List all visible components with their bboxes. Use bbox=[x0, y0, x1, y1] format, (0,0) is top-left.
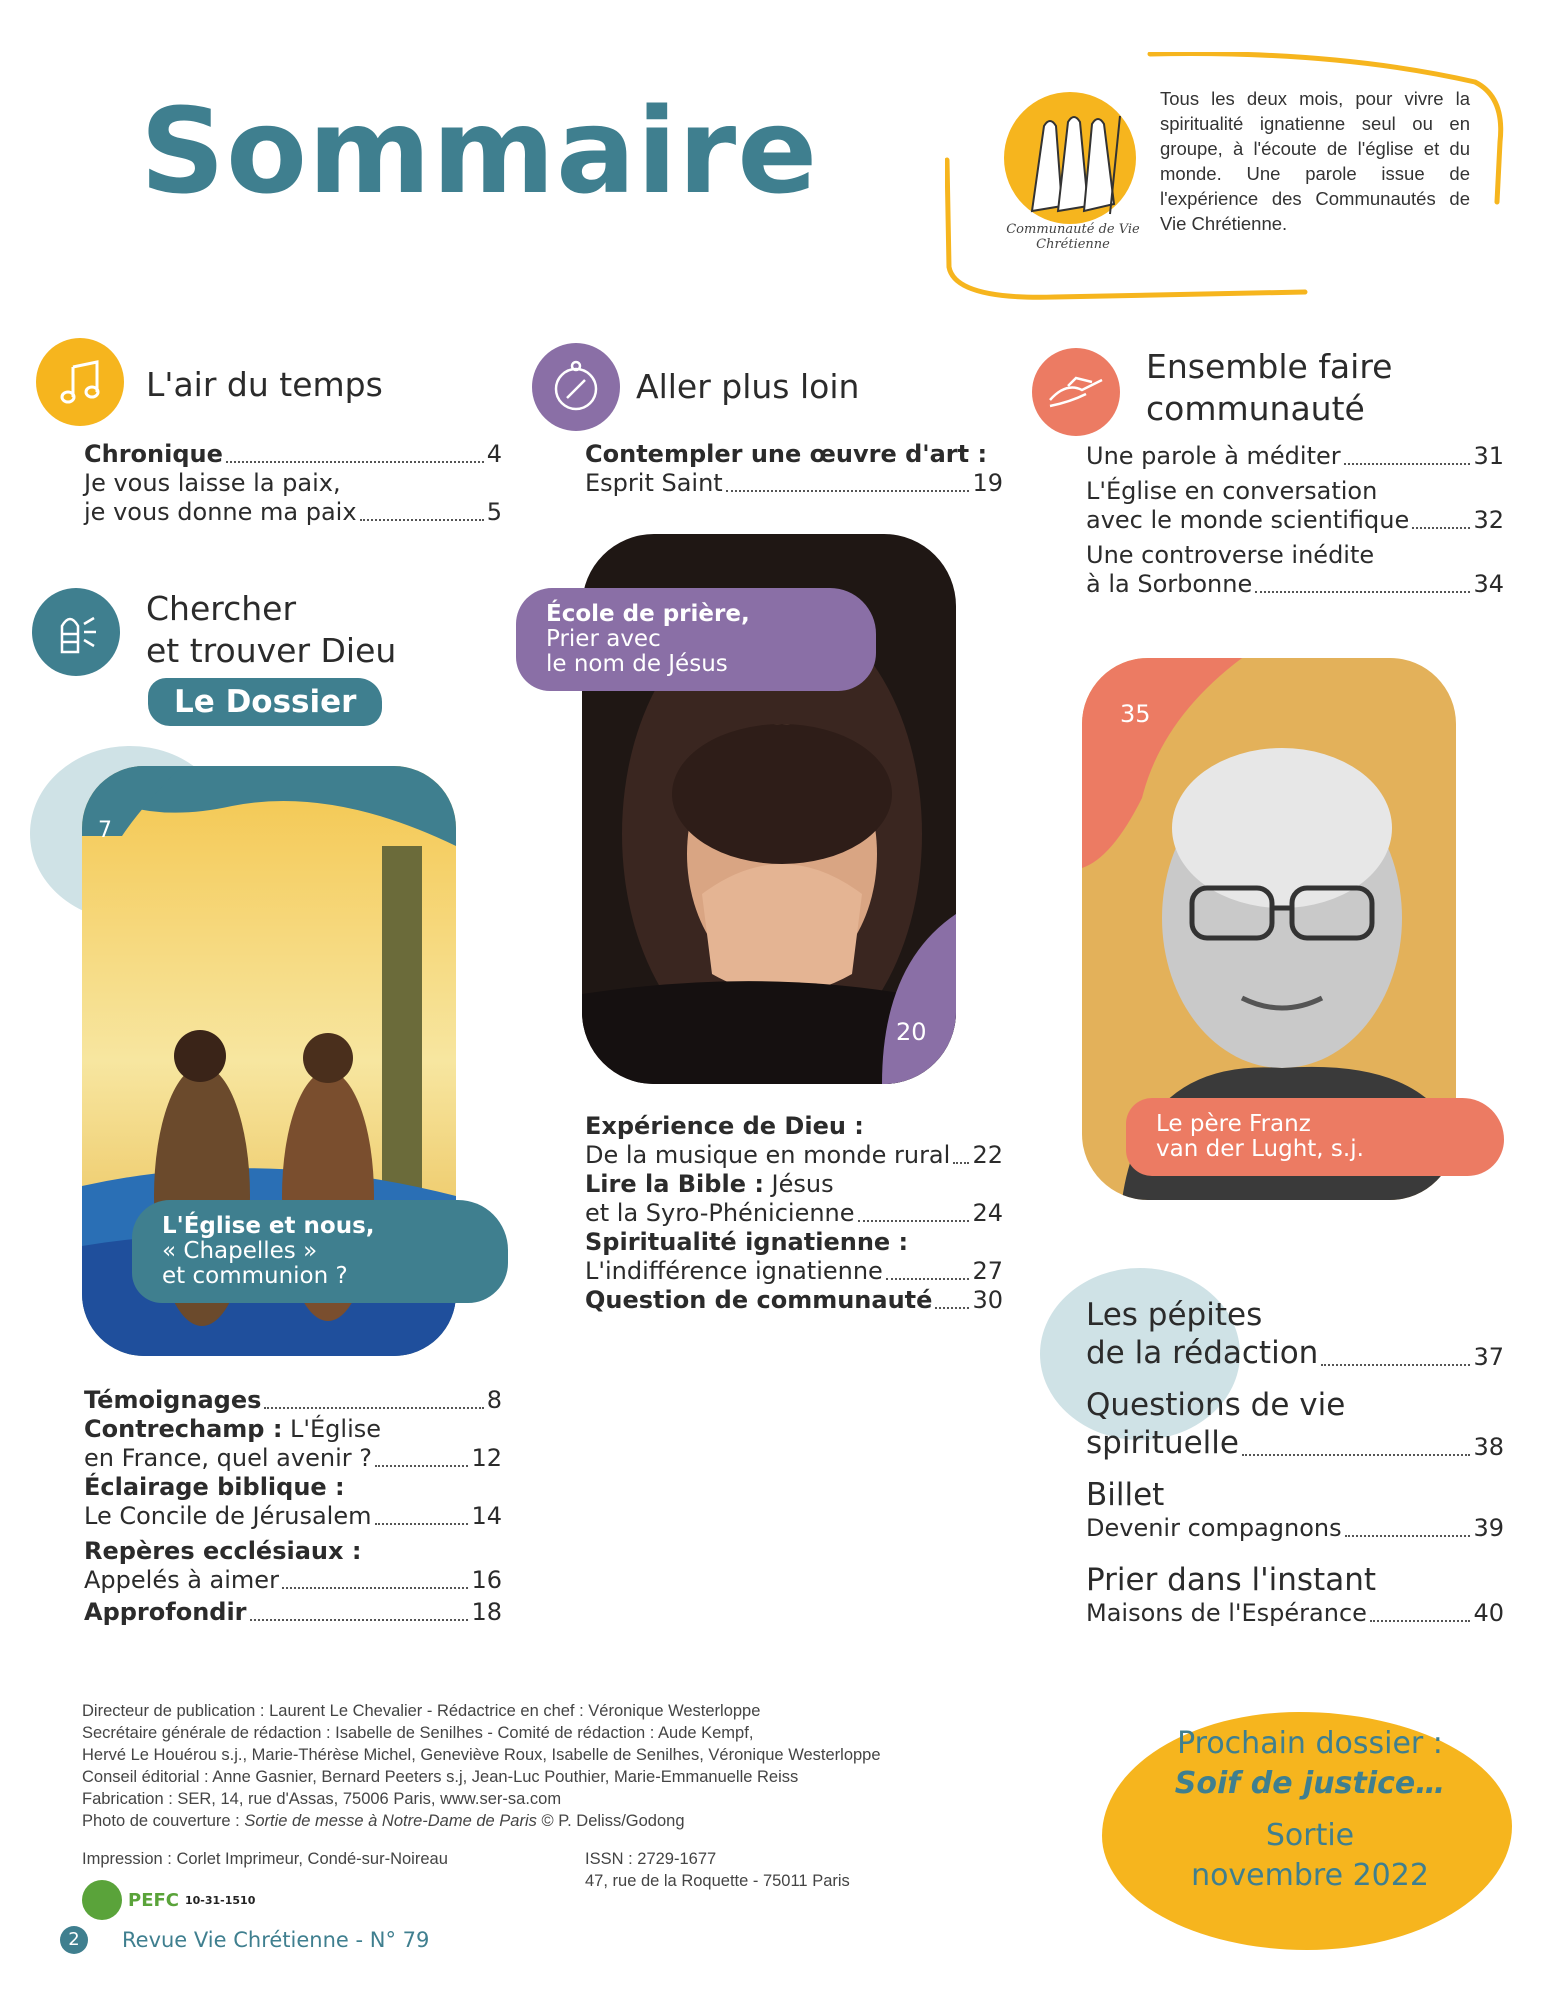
issn-line: ISSN : 2729-1677 bbox=[585, 1850, 717, 1868]
toc-entry-line: Billet bbox=[1086, 1477, 1165, 1513]
toc-entry[interactable] bbox=[84, 1444, 502, 1473]
credits-text: Photo de couverture : bbox=[82, 1812, 245, 1830]
credits-line bbox=[82, 1810, 1062, 1832]
address-line: 47, rue de la Roquette - 75011 Paris bbox=[585, 1872, 850, 1890]
card-caption-line: Le père Franz bbox=[1156, 1111, 1311, 1137]
toc-page-number: 18 bbox=[471, 1598, 502, 1626]
toc-entry-text: avec le monde scientifique bbox=[1086, 506, 1410, 534]
toc-entry-text: L'indifférence ignatienne bbox=[585, 1257, 883, 1285]
toc-entry-label: Lire la Bible : bbox=[585, 1170, 764, 1198]
toc-entry[interactable] bbox=[1086, 1514, 1504, 1543]
toc-entry[interactable] bbox=[585, 1199, 1003, 1228]
toc-entry[interactable] bbox=[1086, 570, 1504, 599]
toc-entry-label: Contrechamp : bbox=[84, 1415, 283, 1443]
card-page-number: 35 bbox=[1120, 700, 1151, 728]
toc-entry-label: Repères ecclésiaux : bbox=[84, 1537, 362, 1565]
compass-icon bbox=[532, 343, 620, 431]
next-issue-date-label: Sortie bbox=[1265, 1818, 1355, 1853]
toc-entry[interactable] bbox=[84, 1566, 502, 1595]
toc-entry-text: à la Sorbonne bbox=[1086, 570, 1253, 598]
toc-entry-label: Éclairage biblique : bbox=[84, 1473, 345, 1501]
card-caption-line: le nom de Jésus bbox=[546, 651, 728, 677]
pefc-label: PEFC bbox=[128, 1889, 179, 1911]
card-caption-line: « Chapelles » bbox=[162, 1238, 318, 1264]
toc-entry-line bbox=[585, 1112, 1003, 1141]
toc-entry-label: Expérience de Dieu : bbox=[585, 1112, 864, 1140]
toc-page-number: 16 bbox=[471, 1566, 502, 1594]
footer-title: Revue Vie Chrétienne - N° 79 bbox=[122, 1928, 430, 1952]
intro-text: Tous les deux mois, pour vivre la spiritualité ignatienne seul ou en groupe, à l'écoute de l'église et du monde. Une parole issue de l'expérience des Communautés de Vie Chrétienne. bbox=[1160, 88, 1470, 234]
handshake-icon bbox=[1032, 348, 1120, 436]
music-note-icon bbox=[36, 338, 124, 426]
toc-entry[interactable] bbox=[84, 1386, 502, 1415]
toc-page-number: 4 bbox=[486, 440, 502, 468]
credits-line: Conseil éditorial : Anne Gasnier, Bernard Peeters s.j, Jean-Luc Pouthier, Marie-Emmanuelle Reiss bbox=[82, 1768, 799, 1786]
page-number-badge: 2 bbox=[60, 1926, 88, 1954]
toc-page-number: 22 bbox=[972, 1141, 1003, 1169]
toc-entry[interactable] bbox=[84, 1598, 502, 1627]
toc-page-number: 12 bbox=[471, 1444, 502, 1472]
dossier-badge[interactable]: Le Dossier bbox=[148, 678, 382, 726]
toc-entry-label: Approfondir bbox=[84, 1598, 247, 1626]
toc-entry-text: de la rédaction bbox=[1086, 1335, 1319, 1371]
toc-page-number: 14 bbox=[471, 1502, 502, 1530]
toc-entry[interactable] bbox=[1086, 1599, 1504, 1628]
card-caption-title: École de prière, bbox=[546, 601, 750, 627]
toc-entry-line bbox=[84, 1473, 502, 1502]
toc-page-number: 39 bbox=[1473, 1514, 1504, 1542]
toc-entry-label: Spiritualité ignatienne : bbox=[585, 1228, 909, 1256]
toc-entry-line: Une controverse inédite bbox=[1086, 541, 1375, 569]
toc-page-number: 24 bbox=[972, 1199, 1003, 1227]
section-title-air-du-temps: L'air du temps bbox=[146, 365, 383, 404]
pefc-code: 10-31-1510 bbox=[185, 1893, 256, 1907]
next-issue-theme: Soif de justice… bbox=[1174, 1766, 1446, 1801]
toc-entry-label: je vous donne ma paix bbox=[84, 498, 357, 526]
toc-entry-text: L'Église bbox=[282, 1415, 382, 1443]
pefc-tree-icon bbox=[82, 1880, 122, 1920]
toc-entry-label: Témoignages bbox=[84, 1386, 262, 1414]
toc-entry-line: Je vous laisse la paix, bbox=[84, 469, 341, 497]
card-caption[interactable] bbox=[516, 588, 876, 691]
toc-entry[interactable] bbox=[585, 1257, 1003, 1286]
toc-entry[interactable] bbox=[585, 1286, 1003, 1315]
credits-text: © P. Deliss/Godong bbox=[536, 1812, 685, 1830]
toc-entry[interactable] bbox=[1086, 1334, 1504, 1372]
toc-entry[interactable] bbox=[84, 1502, 502, 1531]
toc-entry-text: Jésus bbox=[763, 1170, 834, 1198]
toc-entry[interactable] bbox=[1086, 506, 1504, 535]
card-caption-line: Prier avec bbox=[546, 626, 661, 652]
toc-entry[interactable] bbox=[1086, 442, 1504, 471]
card-caption-line: van der Lught, s.j. bbox=[1156, 1136, 1364, 1162]
toc-page-number: 31 bbox=[1473, 442, 1504, 470]
section-title-line: communauté bbox=[1146, 389, 1365, 428]
toc-entry[interactable] bbox=[585, 469, 1003, 498]
toc-block-aller-2 bbox=[585, 1112, 1003, 1315]
toc-entry-text: Devenir compagnons bbox=[1086, 1514, 1342, 1542]
credits-block bbox=[82, 1700, 1062, 1832]
toc-entry-text: Appelés à aimer bbox=[84, 1566, 279, 1594]
card-page-number: 20 bbox=[896, 1018, 927, 1046]
toc-page-number: 27 bbox=[972, 1257, 1003, 1285]
lantern-icon bbox=[32, 588, 120, 676]
toc-entry[interactable] bbox=[84, 440, 502, 469]
toc-entry-line: Questions de vie bbox=[1086, 1387, 1346, 1423]
toc-entry-line: Les pépites bbox=[1086, 1297, 1263, 1333]
toc-block-aller bbox=[585, 440, 1003, 498]
toc-page-number: 19 bbox=[972, 469, 1003, 497]
toc-entry-line bbox=[585, 1228, 1003, 1257]
toc-entry-line: L'Église en conversation bbox=[1086, 477, 1378, 505]
toc-entry-line bbox=[585, 440, 1003, 469]
toc-page-number: 32 bbox=[1473, 506, 1504, 534]
toc-entry-line bbox=[84, 1415, 502, 1444]
section-title-line: Ensemble faire bbox=[1146, 347, 1393, 386]
section-title-ensemble bbox=[1146, 346, 1392, 430]
toc-block-ensemble bbox=[1086, 442, 1504, 599]
toc-entry[interactable] bbox=[1086, 1424, 1504, 1462]
next-issue-text bbox=[1110, 1724, 1510, 1896]
section-title-line: Chercher bbox=[146, 589, 297, 628]
printer-line: Impression : Corlet Imprimeur, Condé-sur-Noireau bbox=[82, 1850, 448, 1868]
toc-page-number: 5 bbox=[486, 498, 502, 526]
toc-entry-text: De la musique en monde rural bbox=[585, 1141, 951, 1169]
next-issue-date: novembre 2022 bbox=[1191, 1858, 1429, 1893]
toc-entry-text: Une parole à méditer bbox=[1086, 442, 1341, 470]
credits-line: Fabrication : SER, 14, rue d'Assas, 75006 Paris, www.ser-sa.com bbox=[82, 1790, 562, 1808]
toc-page-number: 30 bbox=[972, 1286, 1003, 1314]
toc-entry[interactable] bbox=[585, 1141, 1003, 1170]
toc-entry-label: Question de communauté bbox=[585, 1286, 933, 1314]
card-caption[interactable] bbox=[1126, 1098, 1504, 1176]
pefc-logo bbox=[82, 1880, 255, 1920]
card-caption-line: et communion ? bbox=[162, 1263, 348, 1289]
issn-block bbox=[585, 1848, 985, 1892]
card-page-number: 7 bbox=[98, 818, 112, 843]
credits-line: Secrétaire générale de rédaction : Isabelle de Senilhes - Comité de rédaction : Aude Kempf, bbox=[82, 1724, 754, 1742]
toc-entry-line: Prier dans l'instant bbox=[1086, 1562, 1377, 1598]
toc-page-number: 38 bbox=[1473, 1433, 1504, 1461]
toc-page-number: 40 bbox=[1473, 1599, 1504, 1627]
toc-entry-text: Le Concile de Jérusalem bbox=[84, 1502, 372, 1530]
toc-block-chercher bbox=[84, 1386, 502, 1627]
section-title-aller-plus-loin: Aller plus loin bbox=[636, 367, 860, 406]
toc-entry-line bbox=[84, 1537, 502, 1566]
logo-caption: Communauté de Vie Chrétienne bbox=[1006, 222, 1140, 252]
toc-entry-text: et la Syro-Phénicienne bbox=[585, 1199, 855, 1227]
credits-line: Directeur de publication : Laurent Le Chevalier - Rédactrice en chef : Véronique Westerloppe bbox=[82, 1702, 761, 1720]
toc-entry-label: Contempler une œuvre d'art : bbox=[585, 440, 988, 468]
toc-entry-label: Chronique bbox=[84, 440, 223, 468]
toc-entry-text: spirituelle bbox=[1086, 1425, 1239, 1461]
toc-page-number: 34 bbox=[1473, 570, 1504, 598]
credits-line: Hervé Le Houérou s.j., Marie-Thérèse Michel, Geneviève Roux, Isabelle de Senilhes, Véronique Westerloppe bbox=[82, 1746, 881, 1764]
toc-entry-text: Esprit Saint bbox=[585, 469, 723, 497]
toc-entry-line bbox=[585, 1170, 1003, 1199]
toc-page-number: 37 bbox=[1473, 1343, 1504, 1371]
card-caption-title: L'Église et nous, bbox=[162, 1213, 375, 1239]
card-caption[interactable] bbox=[132, 1200, 508, 1303]
section-title-chercher bbox=[146, 588, 396, 672]
page-title: Sommaire bbox=[140, 82, 819, 220]
toc-entry[interactable] bbox=[84, 498, 502, 527]
toc-block-extras bbox=[1086, 1296, 1504, 1628]
toc-entry-text: Maisons de l'Espérance bbox=[1086, 1599, 1367, 1627]
toc-page-number: 8 bbox=[486, 1386, 502, 1414]
toc-entry-text: en France, quel avenir ? bbox=[84, 1444, 372, 1472]
section-title-line: et trouver Dieu bbox=[146, 631, 397, 670]
next-issue-label: Prochain dossier : bbox=[1177, 1726, 1443, 1761]
credits-italic: Sortie de messe à Notre-Dame de Paris bbox=[244, 1812, 537, 1830]
toc-block-air bbox=[84, 440, 502, 527]
